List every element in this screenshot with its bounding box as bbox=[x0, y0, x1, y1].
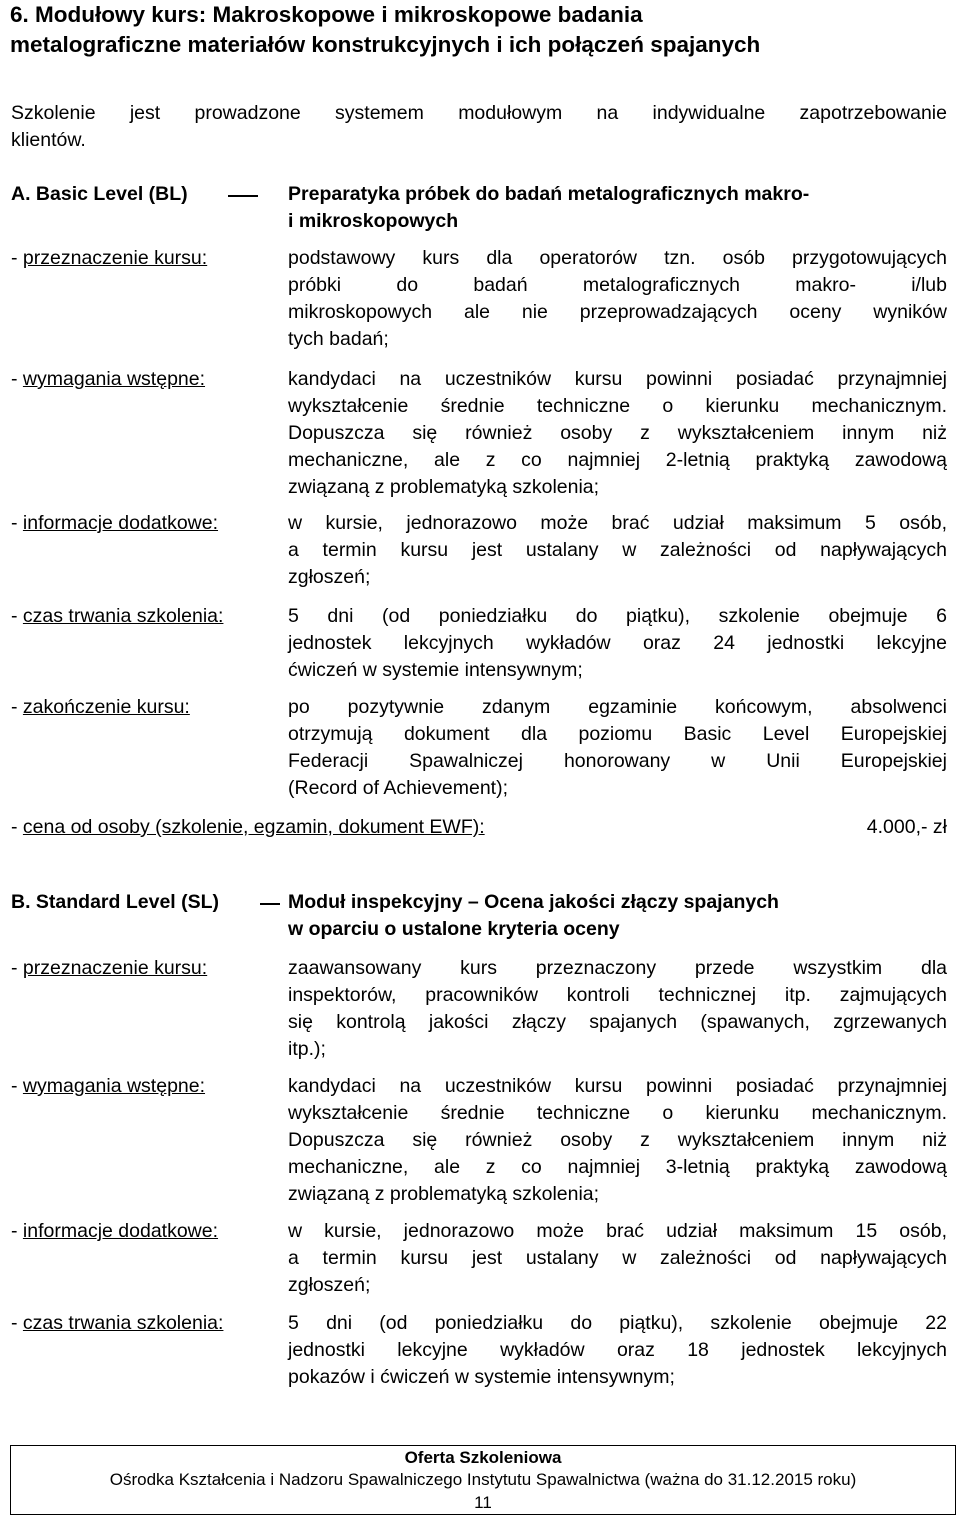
a-wymagania-value bbox=[288, 366, 947, 501]
section-a-dash bbox=[228, 195, 258, 197]
intro-paragraph bbox=[11, 100, 947, 154]
label-prefix: - bbox=[11, 696, 23, 718]
value-line: a termin kursu jest ustalany w zależności od napływających bbox=[288, 539, 947, 561]
section-b-label: B. Standard Level (SL) bbox=[11, 891, 220, 913]
a-informacje-label bbox=[11, 510, 218, 537]
a-czas-label bbox=[11, 603, 223, 630]
intro-line-2: klientów. bbox=[11, 129, 86, 151]
title-line-2: metalograficzne materiałów konstrukcyjnych i ich połączeń spajanych bbox=[10, 32, 761, 57]
value-line: otrzymują dokument dla poziomu Basic Level Europejskiej bbox=[288, 723, 947, 745]
label-text: wymagania wstępne: bbox=[22, 1075, 206, 1097]
value-line: mechaniczne, ale z co najmniej 2-letnią praktyką zawodową bbox=[288, 449, 947, 471]
value-line: jednostki lekcyjne wykładów oraz 18 jednostek lekcyjnych bbox=[288, 1339, 947, 1361]
a-czas-value bbox=[288, 603, 947, 684]
value-line: próbki do badań metalograficznych makro- i/lub bbox=[288, 274, 947, 296]
section-a-label: A. Basic Level (BL) bbox=[11, 183, 188, 205]
label-text: informacje dodatkowe: bbox=[22, 1220, 219, 1242]
value-line: Federacji Spawalniczej honorowany w Unii Europejskiej bbox=[288, 750, 947, 772]
value-line: tych badań; bbox=[288, 328, 389, 350]
label-prefix: - bbox=[11, 605, 23, 627]
value-line: mechaniczne, ale z co najmniej 3-letnią praktyką zawodową bbox=[288, 1156, 947, 1178]
value-line: jednostek lekcyjnych wykładów oraz 24 jednostki lekcyjne bbox=[288, 632, 947, 654]
a-przeznaczenie-label bbox=[11, 245, 207, 272]
label-prefix: - bbox=[11, 512, 23, 534]
label-text: przeznaczenie kursu: bbox=[22, 247, 208, 269]
label-prefix: - bbox=[11, 1312, 23, 1334]
value-line: ćwiczeń w systemie intensywnym; bbox=[288, 659, 583, 681]
intro-line-1: Szkolenie jest prowadzone systemem modułowym na indywidualne zapotrzebowanie bbox=[11, 102, 947, 124]
b-informacje-value bbox=[288, 1218, 947, 1299]
value-line: Dopuszcza się również osoby z wykształceniem innym niż bbox=[288, 422, 947, 444]
value-line: wykształcenie średnie techniczne o kierunku mechanicznym. bbox=[288, 395, 947, 417]
value-line: Dopuszcza się również osoby z wykształceniem innym niż bbox=[288, 1129, 947, 1151]
section-b-title-line-1: Moduł inspekcyjny – Ocena jakości złączy spajanych bbox=[288, 891, 779, 913]
title-line-1: 6. Modułowy kurs: Makroskopowe i mikroskopowe badania bbox=[10, 2, 643, 27]
label-text: zakończenie kursu: bbox=[22, 696, 190, 718]
label-text: informacje dodatkowe: bbox=[22, 512, 219, 534]
section-a-title-line-1: Preparatyka próbek do badań metalograficznych makro- bbox=[288, 183, 810, 205]
label-text: cena od osoby (szkolenie, egzamin, dokument EWF): bbox=[22, 816, 485, 838]
value-line: zgłoszeń; bbox=[288, 1274, 371, 1296]
b-wymagania-value bbox=[288, 1073, 947, 1208]
value-line: zaawansowany kurs przeznaczony przede wszystkim dla bbox=[288, 957, 947, 979]
a-cena-label bbox=[11, 814, 485, 841]
section-a-title-line-2: i mikroskopowych bbox=[288, 210, 459, 232]
value-line: inspektorów, pracowników kontroli technicznej itp. zajmujących bbox=[288, 984, 947, 1006]
value-line: 5 dni (od poniedziałku do piątku), szkolenie obejmuje 6 bbox=[288, 605, 947, 627]
b-czas-label bbox=[11, 1310, 223, 1337]
label-text: czas trwania szkolenia: bbox=[22, 1312, 224, 1334]
section-b-heading-title bbox=[288, 889, 779, 943]
section-b-dash bbox=[260, 903, 280, 905]
section-b-title-line-2: w oparciu o ustalone kryteria oceny bbox=[288, 918, 620, 940]
a-wymagania-label bbox=[11, 366, 205, 393]
a-cena-value: 4.000,- zł bbox=[866, 816, 947, 838]
b-przeznaczenie-label bbox=[11, 955, 207, 982]
a-zakonczenie-label bbox=[11, 694, 190, 721]
label-prefix: - bbox=[11, 368, 23, 390]
value-line: związaną z problematyką szkolenia; bbox=[288, 476, 600, 498]
value-line: mikroskopowych ale nie przeprowadzających oceny wyników bbox=[288, 301, 947, 323]
value-line: w kursie, jednorazowo może brać udział maksimum 5 osób, bbox=[288, 512, 947, 534]
footer-title: Oferta Szkoleniowa bbox=[404, 1448, 562, 1467]
page-number: 11 bbox=[474, 1493, 492, 1512]
value-line: się kontrolą jakości złączy spajanych (spawanych, zgrzewanych bbox=[288, 1011, 947, 1033]
a-informacje-value bbox=[288, 510, 947, 591]
footer-subtitle: Ośrodka Kształcenia i Nadzoru Spawalniczego Instytutu Spawalnictwa (ważna do 31.12.2015 roku) bbox=[109, 1470, 857, 1489]
label-text: czas trwania szkolenia: bbox=[22, 605, 224, 627]
value-line: po pozytywnie zdanym egzaminie końcowym, absolwenci bbox=[288, 696, 947, 718]
b-przeznaczenie-value bbox=[288, 955, 947, 1063]
value-line: podstawowy kurs dla operatorów tzn. osób przygotowujących bbox=[288, 247, 947, 269]
value-line: wykształcenie średnie techniczne o kierunku mechanicznym. bbox=[288, 1102, 947, 1124]
section-a-heading-title bbox=[288, 181, 809, 235]
label-prefix: - bbox=[11, 816, 23, 838]
a-zakonczenie-value bbox=[288, 694, 947, 802]
value-line: pokazów i ćwiczeń w systemie intensywnym; bbox=[288, 1366, 675, 1388]
label-prefix: - bbox=[11, 247, 23, 269]
value-line: zgłoszeń; bbox=[288, 566, 371, 588]
b-czas-value bbox=[288, 1310, 947, 1391]
label-prefix: - bbox=[11, 1075, 23, 1097]
value-line: a termin kursu jest ustalany w zależności od napływających bbox=[288, 1247, 947, 1269]
value-line: kandydaci na uczestników kursu powinni posiadać przynajmniej bbox=[288, 368, 947, 390]
b-informacje-label bbox=[11, 1218, 218, 1245]
label-text: przeznaczenie kursu: bbox=[22, 957, 208, 979]
page-title bbox=[10, 0, 950, 60]
label-text: wymagania wstępne: bbox=[22, 368, 206, 390]
value-line: (Record of Achievement); bbox=[288, 777, 509, 799]
value-line: związaną z problematyką szkolenia; bbox=[288, 1183, 600, 1205]
label-prefix: - bbox=[11, 957, 23, 979]
b-wymagania-label bbox=[11, 1073, 205, 1100]
value-line: w kursie, jednorazowo może brać udział maksimum 15 osób, bbox=[288, 1220, 947, 1242]
value-line: 5 dni (od poniedziałku do piątku), szkolenie obejmuje 22 bbox=[288, 1312, 947, 1334]
value-line: itp.); bbox=[288, 1038, 326, 1060]
value-line: kandydaci na uczestników kursu powinni posiadać przynajmniej bbox=[288, 1075, 947, 1097]
a-przeznaczenie-value bbox=[288, 245, 947, 353]
label-prefix: - bbox=[11, 1220, 23, 1242]
